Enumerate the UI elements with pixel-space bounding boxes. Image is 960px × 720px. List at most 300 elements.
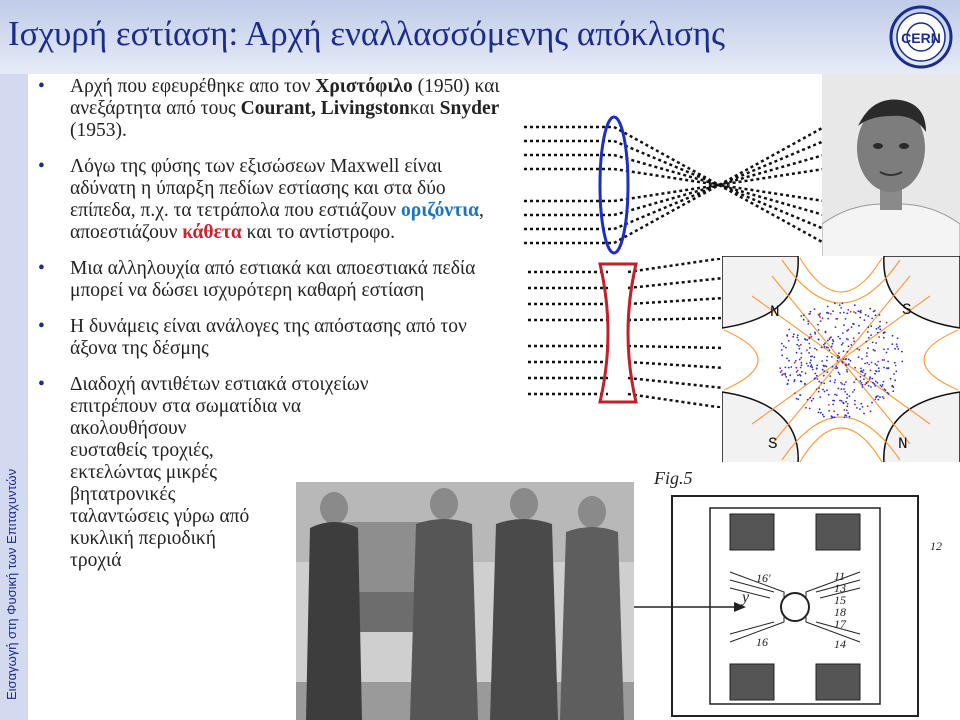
particle-dot <box>797 334 799 336</box>
particle-dot <box>832 310 834 312</box>
particle-dot <box>869 376 871 378</box>
particle-dot <box>898 348 900 350</box>
particle-dot <box>841 344 843 346</box>
particle-dot <box>793 333 795 335</box>
particle-dot <box>867 347 869 349</box>
particle-dot <box>894 348 896 350</box>
ref-num: 16 <box>756 635 768 649</box>
particle-dot <box>835 368 837 370</box>
particle-dot <box>861 370 863 372</box>
particle-dot <box>792 336 794 338</box>
particle-dot <box>781 343 783 345</box>
particle-dot <box>823 344 825 346</box>
particle-dot <box>846 394 848 396</box>
particle-dot <box>809 347 811 349</box>
particle-dot <box>860 403 862 405</box>
particle-dot <box>878 367 880 369</box>
particle-dot <box>866 362 868 364</box>
particle-dot <box>874 398 876 400</box>
particle-dot <box>860 368 862 370</box>
particle-dot <box>864 363 866 365</box>
particle-dot <box>803 319 805 321</box>
particle-dot <box>796 371 798 373</box>
particle-dot <box>808 343 810 345</box>
particle-dot <box>797 339 799 341</box>
particle-dot <box>870 386 872 388</box>
particle-dot <box>781 370 783 372</box>
particle-dot <box>870 334 872 336</box>
particle-dot <box>822 389 824 391</box>
particle-dot <box>818 387 820 389</box>
particle-dot <box>853 381 855 383</box>
particle-dot <box>867 331 869 333</box>
particle-dot <box>847 412 849 414</box>
particle-dot <box>832 343 834 345</box>
particle-dot <box>822 369 824 371</box>
particle-dot <box>827 371 829 373</box>
particle-dot <box>843 312 845 314</box>
quadrupole-field-diagram <box>722 256 960 464</box>
particle-dot <box>828 410 830 412</box>
particle-dot <box>862 384 864 386</box>
particle-dot <box>826 360 828 362</box>
particle-dot <box>895 365 897 367</box>
particle-dot <box>878 327 880 329</box>
particle-dot <box>799 359 801 361</box>
particle-dot <box>841 388 843 390</box>
particle-dot <box>865 314 867 316</box>
particle-dot <box>878 336 880 338</box>
particle-dot <box>871 362 873 364</box>
particle-dot <box>872 382 874 384</box>
particle-dot <box>846 415 848 417</box>
particle-dot <box>796 344 798 346</box>
particle-dot <box>856 407 858 409</box>
particle-dot <box>837 355 839 357</box>
particle-dot <box>857 310 859 312</box>
particle-dot <box>826 312 828 314</box>
particle-dot <box>871 318 873 320</box>
defocusing-lens-diagram <box>528 258 724 408</box>
particle-dot <box>820 320 822 322</box>
word-vertical: κάθετα <box>182 222 242 243</box>
particle-dot <box>883 381 885 383</box>
pole-label-n-top: N <box>770 303 780 321</box>
particle-dot <box>821 360 823 362</box>
particle-dot <box>843 409 845 411</box>
particle-dot <box>829 375 831 377</box>
particle-dot <box>895 370 897 372</box>
particle-dot <box>853 337 855 339</box>
particle-dot <box>784 373 786 375</box>
particle-dot <box>806 363 808 365</box>
particle-dot <box>828 394 830 396</box>
particle-dot <box>809 408 811 410</box>
pole-label-s-top: S <box>902 301 912 319</box>
particle-dot <box>818 338 820 340</box>
particle-dot <box>818 314 820 316</box>
particle-dot <box>836 394 838 396</box>
particle-dot <box>823 370 825 372</box>
ref-num: 16' <box>756 571 771 585</box>
particle-dot <box>833 410 835 412</box>
particle-dot <box>816 388 818 390</box>
particle-dot <box>816 349 818 351</box>
particle-dot <box>832 366 834 368</box>
particle-dot <box>839 304 841 306</box>
bullet-maxwell: • Λόγω της φύσης των εξισώσεων Maxwell είναι αδύνατη η ύπαρξη πεδίων εστίασης και στα δύο επίπεδα, π.χ. τα τετράπολα που εστιάζουν οριζόντια, αποεστιάζουν κάθετα και το αντίστροφο. <box>38 156 484 243</box>
figure-label: Fig.5 <box>654 468 693 488</box>
particle-dot <box>834 303 836 305</box>
particle-dot <box>859 317 861 319</box>
particle-dot <box>859 408 861 410</box>
particle-dot <box>835 366 837 368</box>
particle-dot <box>821 347 823 349</box>
particle-dot <box>814 348 816 350</box>
particle-dot <box>873 311 875 313</box>
particle-dot <box>826 389 828 391</box>
particle-dot <box>804 338 806 340</box>
particle-dot <box>790 366 792 368</box>
particle-dot <box>861 358 863 360</box>
particle-dot <box>830 313 832 315</box>
particle-dot <box>874 350 876 352</box>
particle-dot <box>846 369 848 371</box>
particle-dot <box>839 356 841 358</box>
particle-dot <box>883 397 885 399</box>
particle-dot <box>847 329 849 331</box>
particle-dot <box>807 365 809 367</box>
bullet-alternating: • Διαδοχή αντιθέτων εστιακά στοιχείων επιτρέπουν στα σωματίδια να ακολουθήσουν ευσταθείς τροχιές, εκτελώντας μικρές βητατρονικές ταλαντώσεις γύρω από κυκλική περιοδική τροχιά <box>38 374 369 571</box>
particle-dot <box>836 318 838 320</box>
particle-dot <box>823 416 825 418</box>
particle-dot <box>831 356 833 358</box>
ref-num: 13 <box>834 581 846 595</box>
particle-dot <box>867 405 869 407</box>
bullet-sequence: • Μια αλληλουχία από εστιακά και αποεστιακά πεδία μπορεί να δώσει ισχυρότερη καθαρή εστίαση <box>38 258 476 301</box>
particle-dot <box>883 367 885 369</box>
particle-dot <box>862 406 864 408</box>
bullet-forces: • Η δυνάμεις είναι ανάλογες της απόστασης από τον άξονα της δέσμης <box>38 316 467 359</box>
group-photo <box>296 482 634 720</box>
particle-dot <box>814 308 816 310</box>
particle-dot <box>847 403 849 405</box>
particle-dot <box>782 373 784 375</box>
particle-dot <box>843 350 845 352</box>
particle-dot <box>891 343 893 345</box>
particle-dot <box>817 378 819 380</box>
particle-dot <box>799 348 801 350</box>
particle-dot <box>796 352 798 354</box>
particle-dot <box>822 414 824 416</box>
particle-dot <box>833 400 835 402</box>
particle-dot <box>779 367 781 369</box>
particle-dot <box>796 367 798 369</box>
particle-dot <box>897 337 899 339</box>
particle-dot <box>896 343 898 345</box>
particle-dot <box>808 352 810 354</box>
particle-dot <box>801 364 803 366</box>
particle-dot <box>882 359 884 361</box>
particle-dot <box>880 385 882 387</box>
particle-dot <box>844 416 846 418</box>
pole-label-s-bottom: S <box>768 435 778 453</box>
particle-dot <box>829 380 831 382</box>
particle-dot <box>858 332 860 334</box>
particle-dot <box>855 312 857 314</box>
particle-dot <box>893 373 895 375</box>
quadrupole-technical-drawing <box>634 462 960 720</box>
particle-dot <box>831 346 833 348</box>
logo-text: CERN <box>901 30 941 46</box>
particle-dot <box>874 373 876 375</box>
sidebar-course-title: Εισαγωγή στη Φυσική των Επιταχυντών <box>4 468 19 700</box>
particle-dot <box>839 373 841 375</box>
particle-dot <box>808 313 810 315</box>
particle-dot <box>870 410 872 412</box>
particle-dot <box>894 362 896 364</box>
particle-dot <box>859 311 861 313</box>
particle-dot <box>884 331 886 333</box>
particle-dot <box>823 365 825 367</box>
particle-dot <box>873 349 875 351</box>
particle-dot <box>877 382 879 384</box>
particle-dot <box>870 325 872 327</box>
particle-dot <box>888 393 890 395</box>
particle-dot <box>875 314 877 316</box>
particle-dot <box>811 355 813 357</box>
particle-dot <box>834 379 836 381</box>
particle-dot <box>781 354 783 356</box>
particle-dot <box>800 357 802 359</box>
ref-num: 17 <box>834 617 846 631</box>
ref-num: 11 <box>834 569 846 583</box>
particle-dot <box>838 372 840 374</box>
particle-dot <box>785 347 787 349</box>
particle-dot <box>801 362 803 364</box>
particle-dot <box>820 382 822 384</box>
particle-dot <box>797 398 799 400</box>
particle-dot <box>876 364 878 366</box>
particle-dot <box>845 358 847 360</box>
particle-dot <box>800 344 802 346</box>
particle-dot <box>793 380 795 382</box>
particle-dot <box>818 381 820 383</box>
particle-dot <box>834 416 836 418</box>
particle-dot <box>846 405 848 407</box>
particle-dot <box>812 369 814 371</box>
particle-dot <box>842 362 844 364</box>
particle-dot <box>901 351 903 353</box>
particle-dot <box>869 308 871 310</box>
particle-dot <box>785 367 787 369</box>
particle-dot <box>875 370 877 372</box>
particle-dot <box>832 404 834 406</box>
bullet-marker: • <box>38 316 45 337</box>
particle-dot <box>824 391 826 393</box>
particle-dot <box>827 340 829 342</box>
particle-dot <box>883 359 885 361</box>
ref-num: 12 <box>930 539 942 553</box>
word-horizontal: οριζόντια <box>401 200 480 221</box>
particle-dot <box>863 413 865 415</box>
particle-dot <box>862 386 864 388</box>
particle-dot <box>830 336 832 338</box>
particle-dot <box>811 366 813 368</box>
particle-dot <box>892 385 894 387</box>
particle-dot <box>837 336 839 338</box>
particle-dot <box>878 399 880 401</box>
particle-dot <box>800 375 802 377</box>
particle-dot <box>819 408 821 410</box>
bullet-inventors: • Αρχή που εφευρέθηκε απο τον Χριστόφιλο (1950) και ανεξάρτητα από τους Courant, Livingstonκαι Snyder (1953). <box>38 76 500 141</box>
particle-dot <box>798 345 800 347</box>
particle-dot <box>828 312 830 314</box>
particle-dot <box>863 378 865 380</box>
particle-dot <box>823 375 825 377</box>
particle-dot <box>824 346 826 348</box>
particle-dot <box>877 395 879 397</box>
particle-dot <box>864 375 866 377</box>
particle-dot <box>874 363 876 365</box>
particle-dot <box>883 349 885 351</box>
particle-dot <box>858 349 860 351</box>
particle-dot <box>860 376 862 378</box>
bullet-marker: • <box>38 156 45 177</box>
particle-dot <box>842 332 844 334</box>
particle-dot <box>783 345 785 347</box>
particle-dot <box>805 407 807 409</box>
particle-dot <box>854 400 856 402</box>
particle-dot <box>850 311 852 313</box>
particle-dot <box>826 346 828 348</box>
particle-dot <box>872 342 874 344</box>
particle-dot <box>861 382 863 384</box>
particle-dot <box>854 367 856 369</box>
particle-dot <box>892 390 894 392</box>
particle-dot <box>788 340 790 342</box>
particle-dot <box>852 391 854 393</box>
particle-dot <box>831 417 833 419</box>
particle-dot <box>819 396 821 398</box>
ref-num: 14 <box>834 637 846 651</box>
particle-dot <box>888 367 890 369</box>
particle-dot <box>896 346 898 348</box>
particle-dot <box>846 371 848 373</box>
particle-dot <box>801 371 803 373</box>
particle-dot <box>856 348 858 350</box>
particle-dot <box>807 339 809 341</box>
particle-dot <box>853 389 855 391</box>
particle-dot <box>866 355 868 357</box>
particle-dot <box>786 334 788 336</box>
particle-dot <box>881 386 883 388</box>
portrait-photo <box>822 74 960 258</box>
particle-dot <box>876 328 878 330</box>
particle-dot <box>786 383 788 385</box>
particle-dot <box>797 374 799 376</box>
particle-dot <box>796 398 798 400</box>
particle-dot <box>810 359 812 361</box>
particle-dot <box>841 400 843 402</box>
particle-dot <box>848 359 850 361</box>
particle-dot <box>810 334 812 336</box>
particle-dot <box>811 400 813 402</box>
particle-dot <box>834 394 836 396</box>
particle-dot <box>814 373 816 375</box>
particle-dot <box>837 388 839 390</box>
particle-dot <box>875 396 877 398</box>
particle-dot <box>818 412 820 414</box>
particle-dot <box>846 313 848 315</box>
particle-dot <box>813 356 815 358</box>
particle-dot <box>845 401 847 403</box>
particle-dot <box>852 323 854 325</box>
name-snyder: Snyder <box>439 98 500 119</box>
particle-dot <box>788 360 790 362</box>
particle-dot <box>816 375 818 377</box>
particle-dot <box>835 326 837 328</box>
particle-dot <box>844 391 846 393</box>
particle-dot <box>867 315 869 317</box>
particle-dot <box>894 379 896 381</box>
particle-dot <box>843 402 845 404</box>
particle-dot <box>818 329 820 331</box>
particle-dot <box>823 383 825 385</box>
particle-dot <box>847 339 849 341</box>
particle-dot <box>839 400 841 402</box>
particle-dot <box>845 318 847 320</box>
title-bar <box>0 0 960 74</box>
particle-dot <box>843 358 845 360</box>
particle-dot <box>800 315 802 317</box>
particle-dot <box>828 404 830 406</box>
particle-dot <box>865 341 867 343</box>
particle-dot <box>887 361 889 363</box>
particle-dot <box>867 381 869 383</box>
particle-dot <box>854 404 856 406</box>
particle-dot <box>865 382 867 384</box>
particle-dot <box>846 364 848 366</box>
particle-dot <box>873 383 875 385</box>
particle-dot <box>826 366 828 368</box>
axis-label-y: y <box>742 589 750 606</box>
particle-dot <box>848 345 850 347</box>
particle-dot <box>785 376 787 378</box>
particle-dot <box>882 396 884 398</box>
particle-dot <box>886 352 888 354</box>
particle-dot <box>869 378 871 380</box>
particle-dot <box>849 395 851 397</box>
bullet-marker: • <box>38 258 45 279</box>
bullet-marker: • <box>38 374 45 395</box>
particle-dot <box>879 325 881 327</box>
name-courant-livingston: Courant, Livingston <box>240 98 410 119</box>
particle-dot <box>788 379 790 381</box>
particle-dot <box>825 331 827 333</box>
particle-dot <box>812 398 814 400</box>
particle-dot <box>875 381 877 383</box>
particle-dot <box>877 361 879 363</box>
particle-dot <box>818 391 820 393</box>
particle-dot <box>846 351 848 353</box>
particle-dot <box>820 412 822 414</box>
particle-dot <box>842 303 844 305</box>
particle-dot <box>866 352 868 354</box>
particle-dot <box>878 370 880 372</box>
particle-dot <box>827 318 829 320</box>
particle-dot <box>786 358 788 360</box>
